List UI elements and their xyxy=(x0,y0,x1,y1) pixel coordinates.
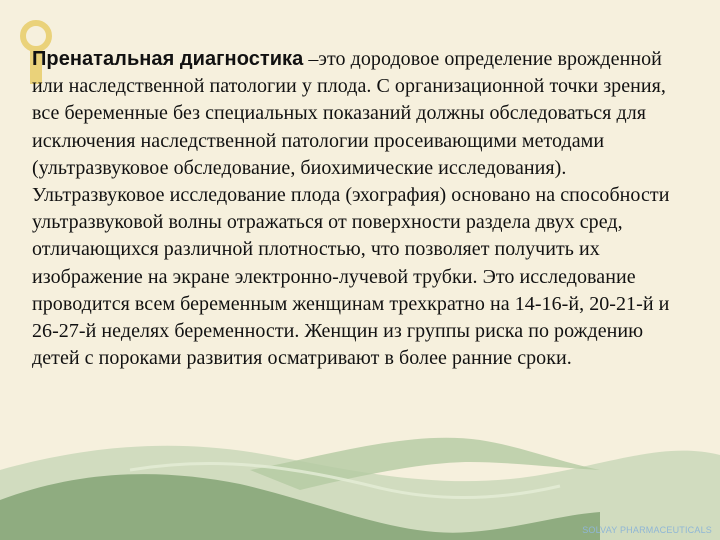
footer-brand: SOLVAY PHARMACEUTICALS xyxy=(582,525,712,535)
slide-body-text xyxy=(32,46,694,372)
definition-text: –это дородовое определение врожденной или наследственной патологии у плода. С организационной точки зрения, все беременные без специальных показаний должны обследоваться для исключения наследственной патологии просеивающими методами (ультразвуковое обследование, биохимические исследования). Ультразвуковое исследование плода (эхография) основано на способности ультразвуковой волны отражаться от поверхности раздела двух сред, отличающихся различной плотностью, что позволяет получить их изображение на экране электронно-лучевой трубки. Это исследование проводится всем беременным женщинам трехкратно на 14-16-й, 20-21-й и 26-27-й неделях беременности. Женщин из группы риска по рождению детей с пороками развития осматривают в более ранние сроки. xyxy=(32,48,670,370)
definition-term: Пренатальная диагностика xyxy=(32,48,304,70)
